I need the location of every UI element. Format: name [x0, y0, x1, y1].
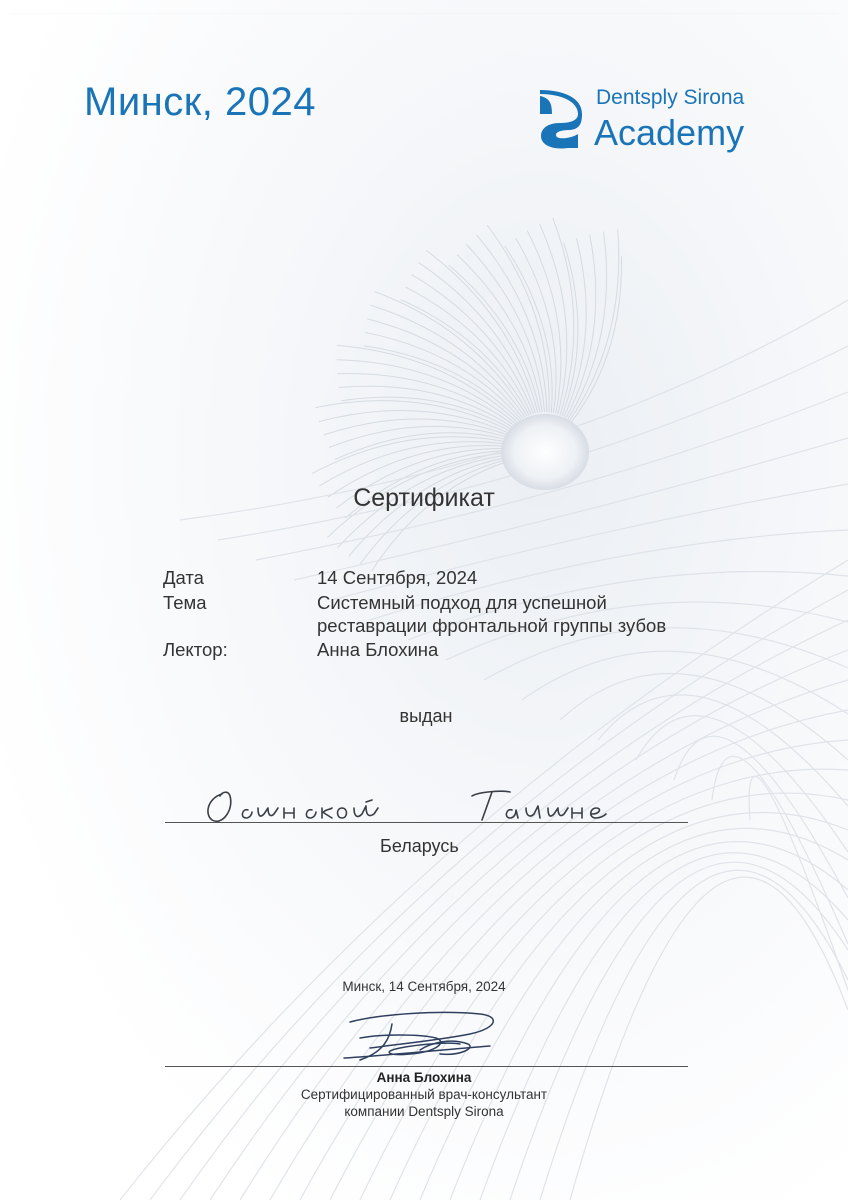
place-date-text: Минск, 14 Сентября, 2024 — [342, 979, 506, 994]
lecturer-label: Лектор: — [163, 639, 228, 660]
lecturer-value: Анна Блохина — [317, 639, 439, 660]
recipient-name-line — [165, 822, 688, 823]
logo-brand-text: Dentsply Sirona — [596, 86, 745, 109]
lecturer-title: Сертифицированный врач-консультант — [300, 1087, 548, 1102]
topic-value-line-2: реставрации фронтальной группы зубов — [317, 615, 667, 636]
country-text: Беларусь — [380, 836, 459, 856]
certificate-title: Сертификат — [353, 484, 495, 512]
date-label: Дата — [163, 567, 204, 588]
date-value: 14 Сентября, 2024 — [317, 567, 478, 588]
lecturer-signature — [340, 1008, 510, 1070]
topic-label: Тема — [163, 592, 207, 613]
logo-academy-text: Academy — [594, 112, 745, 153]
dentsply-sirona-s-icon — [536, 90, 582, 152]
topic-value-line-1: Системный подход для успешной — [317, 592, 607, 613]
dentsply-sirona-academy-logo — [536, 86, 776, 158]
lecturer-name: Анна Блохина — [376, 1070, 472, 1085]
issued-label: выдан — [399, 706, 453, 726]
lecturer-company: компании Dentsply Sirona — [344, 1104, 504, 1119]
city-year-heading: Минск, 2024 — [84, 80, 316, 124]
signature-line — [165, 1066, 688, 1067]
